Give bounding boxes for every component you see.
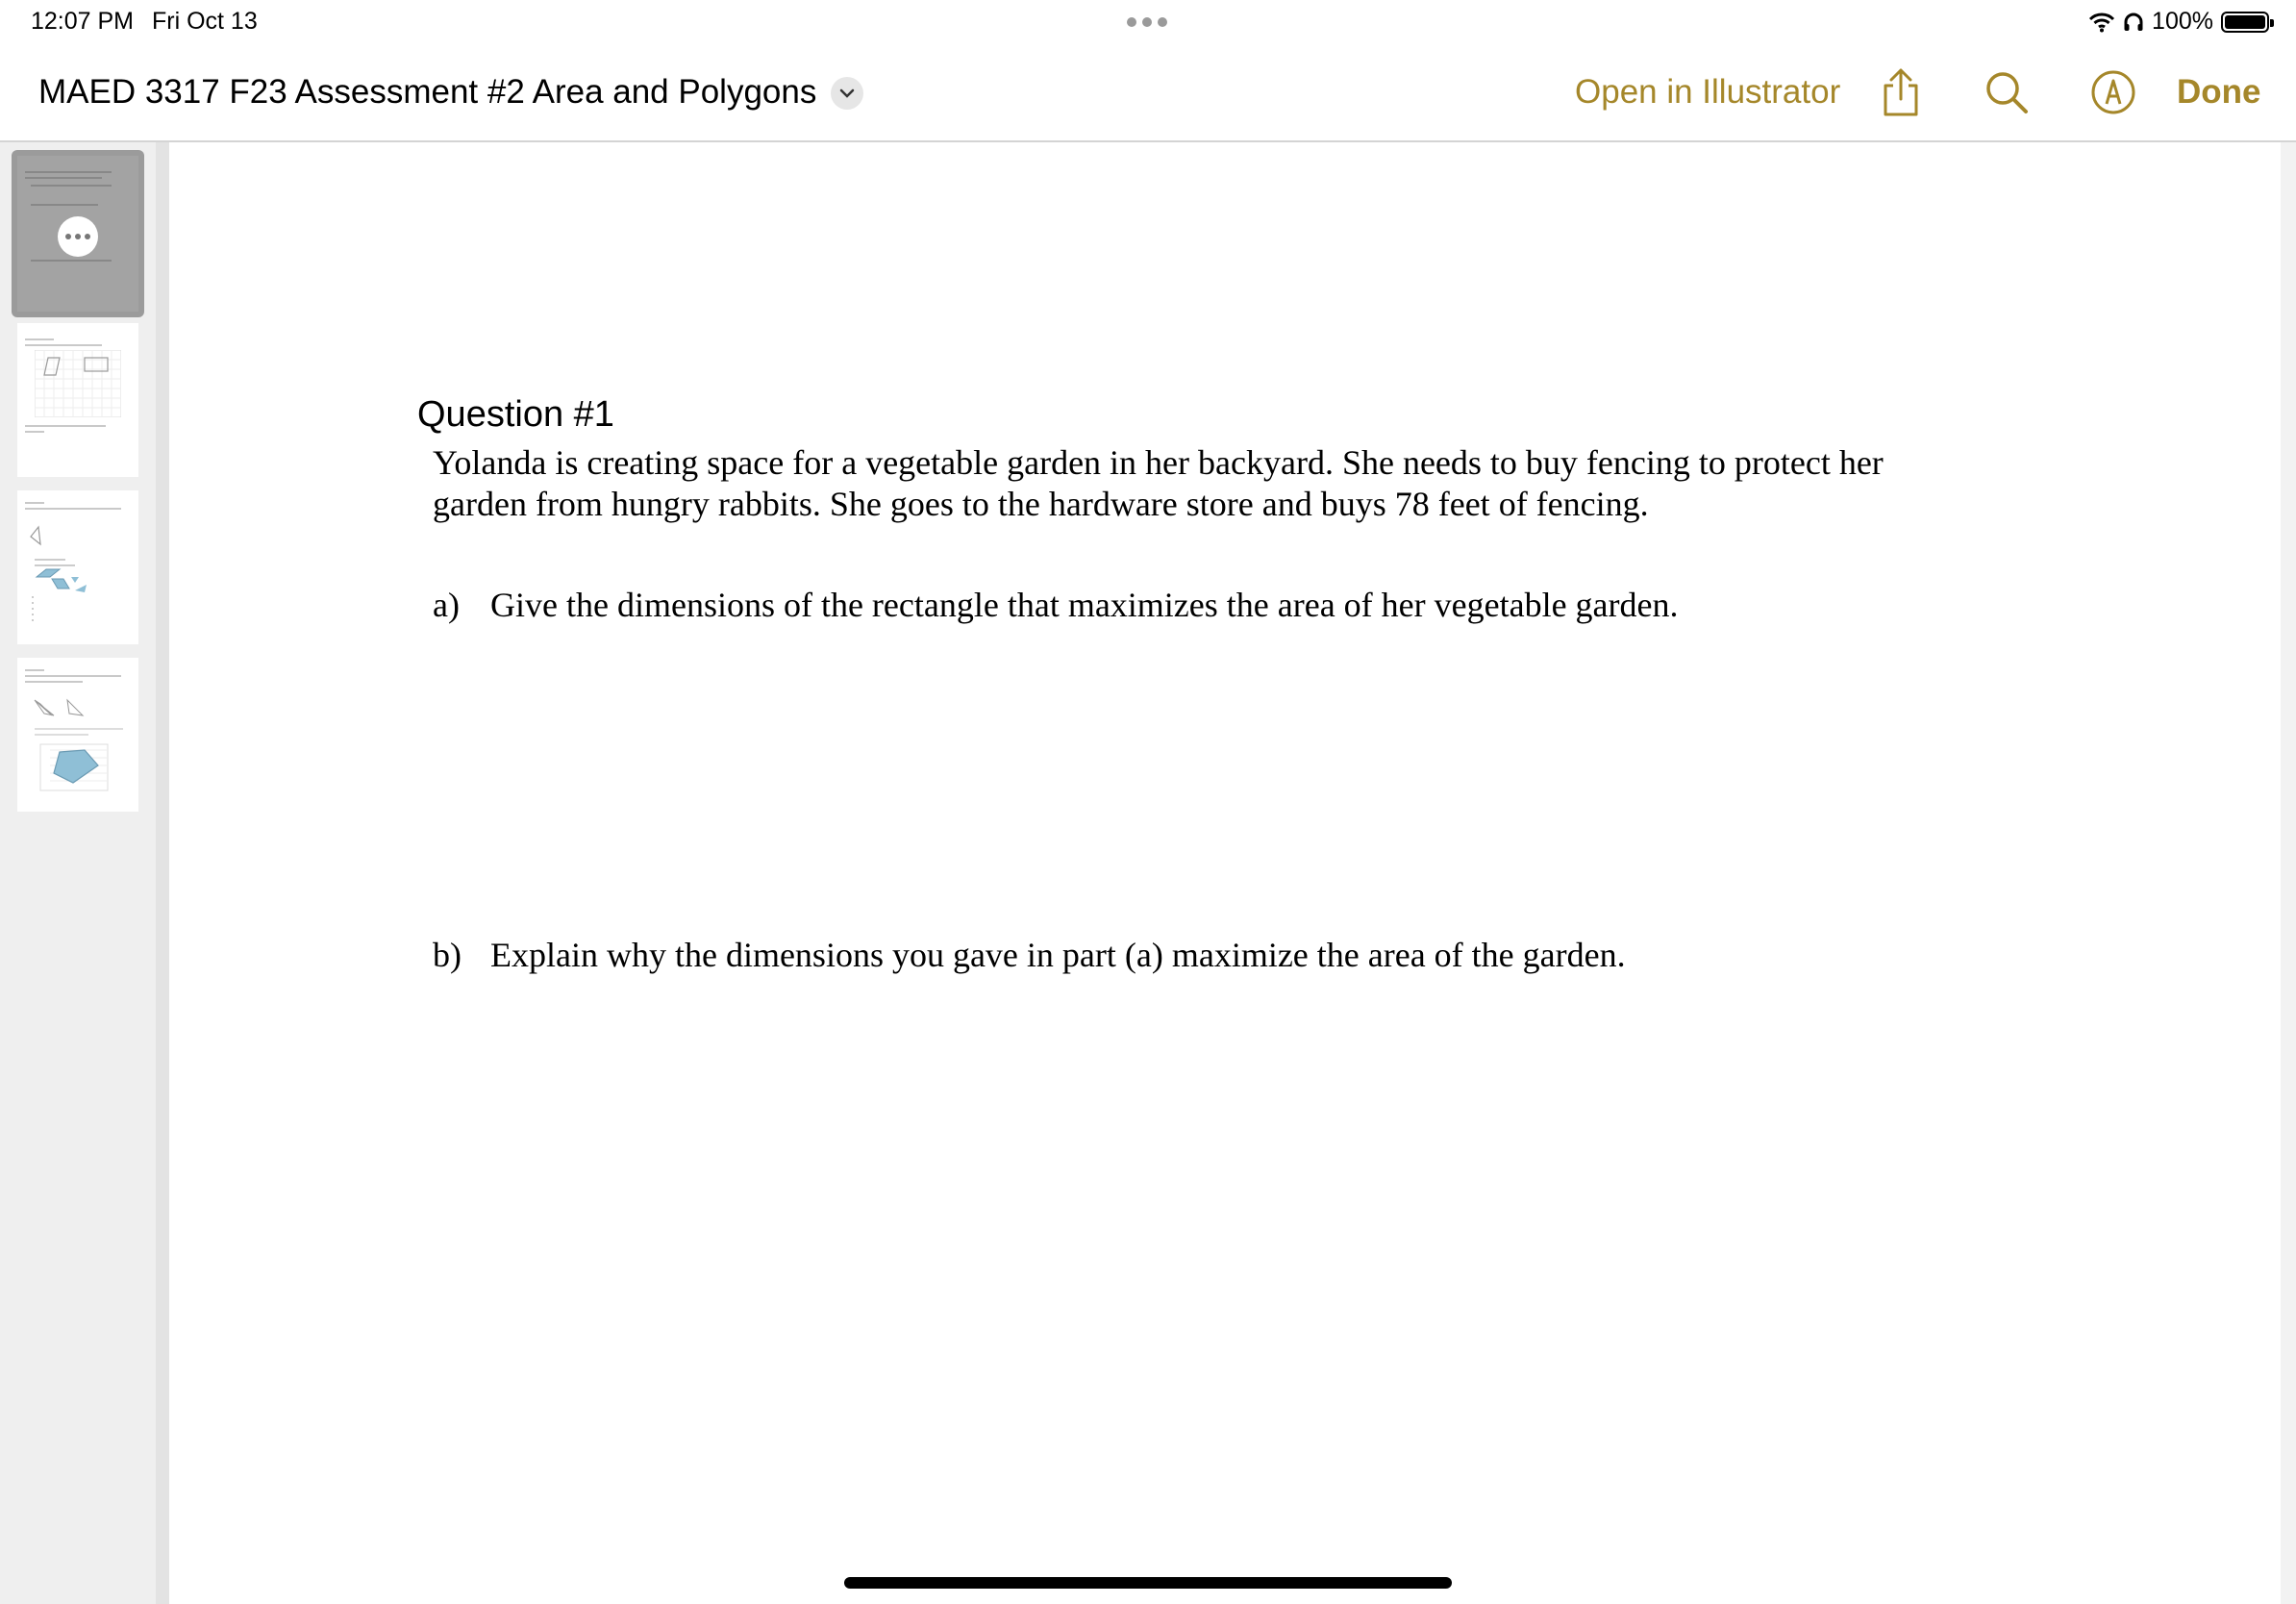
status-right [2088,8,2269,36]
search-icon[interactable] [1978,63,2035,121]
share-icon[interactable] [1872,63,1930,121]
document-page [169,142,2284,1604]
markup-icon[interactable] [2084,63,2142,121]
battery-icon [2221,12,2269,33]
page-thumbnail-sidebar [0,142,167,1604]
part-a-text: Give the dimensions of the rectangle that maximizes the area of her vegetable garden. [490,586,1679,624]
part-b-text: Explain why the dimensions you gave in part (a) maximize the area of the garden. [490,936,1626,974]
multitasking-dots-icon[interactable] [1127,17,1167,27]
open-in-illustrator-button[interactable]: Open in Illustrator [1575,73,1841,111]
document-title[interactable]: MAED 3317 F23 Assessment #2 Area and Polygons [38,73,817,111]
chevron-down-icon[interactable] [831,77,863,110]
question-heading: Question #1 [417,394,614,435]
thumbnail-page-3[interactable] [17,490,138,644]
wifi-icon [2088,12,2115,33]
more-options-icon[interactable] [58,216,98,257]
question-body: Yolanda is creating space for a vegetable garden in her backyard. She needs to buy fencing to protect her garden from hungry rabbits. She goes to the hardware store and buys 78 feet of fencing. [433,443,1884,523]
question-part-b [433,935,1626,975]
thumbnail-page-2[interactable] [17,323,138,477]
polygon-diagram-icon [27,519,133,625]
part-a-label: a) [433,586,460,624]
status-bar [0,0,2296,44]
grid-diagram-icon [35,350,121,417]
battery-percent: 100% [2152,8,2213,35]
status-time: 12:07 PM [31,8,135,35]
question-part-a [433,585,1679,625]
part-b-label: b) [433,936,462,974]
sidebar-divider [156,142,169,1604]
thumbnail-page-4[interactable] [17,658,138,812]
headphones-icon [2123,12,2144,33]
triangle-diagram-icon [31,694,127,800]
page-edge [2281,142,2296,1604]
toolbar [0,44,2296,142]
done-button[interactable]: Done [2177,73,2261,111]
status-date: Fri Oct 13 [152,8,258,35]
home-indicator[interactable] [844,1577,1452,1589]
